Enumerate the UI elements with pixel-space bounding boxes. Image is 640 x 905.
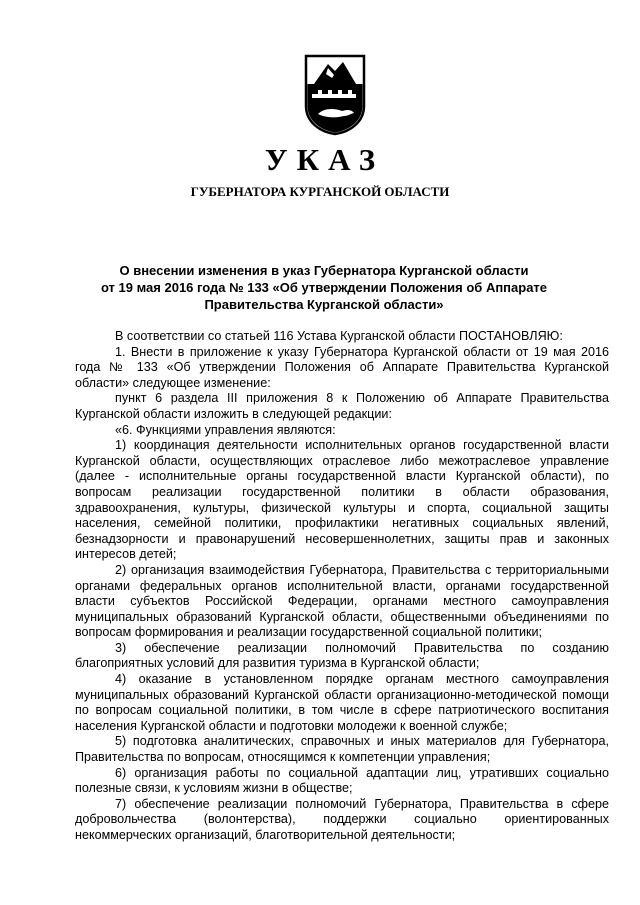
body-paragraph: 5) подготовка аналитических, справочных и иных материалов для Губернатора, Правительства по вопросам, относящимся к компетенции управления; xyxy=(75,734,609,765)
body-paragraph: пункт 6 раздела III приложения 8 к Положению об Аппарате Правительства Курганской области изложить в следующей редакции: xyxy=(75,391,609,421)
body-paragraph: 4) оказание в установленном порядке органам местного самоуправления муниципальных образований Курганской области организационно-методической помощи по вопросам социальной политики, в том числе в сфере патриотического воспитания населения Курганской области и подготовки молодежи к военной службе; xyxy=(75,672,609,733)
coat-of-arms-icon xyxy=(304,54,366,136)
body-paragraph: 1) координация деятельности исполнительных органов государственной власти Курганской области, осуществляющих отраслевое либо межотраслевое управление (далее - исполнительные органы государственной власти Курганской области), по вопросам реализации государственной политики в области образования, здравоохранения, культуры, физической культуры и спорта, социальной защиты населения, семейной политики, профилактики негативных социальных явлений, безнадзорности и правонарушений несовершеннолетних, защиты прав и законных интересов детей; xyxy=(75,438,609,562)
body-paragraph: 2) организация взаимодействия Губернатора, Правительства с территориальными органами федеральных органов исполнительной власти, органами государственной власти субъектов Российской Федерации, органами местного самоуправления муниципальных образований Курганской области, общественными объединениями по вопросам формирования и реализации государственной социальной политики; xyxy=(75,562,609,640)
body-paragraph: 6) организация работы по социальной адаптации лиц, утративших социально полезные связи, к условиям жизни в обществе; xyxy=(75,765,609,796)
body-paragraph: 7) обеспечение реализации полномочий Губернатора, Правительства в сфере добровольчества (волонтерства), поддержки социально ориентированных некоммерческих организаций, благотворительной деятельности; xyxy=(75,796,609,842)
body-paragraph: В соответствии со статьей 116 Устава Курганской области ПОСТАНОВЛЯЮ: xyxy=(115,329,563,343)
decree-heading xyxy=(88,262,560,313)
heading-line: Правительства Курганской области» xyxy=(204,297,444,312)
heading-line: О внесении изменения в указ Губернатора Курганской области xyxy=(119,263,529,278)
document-title: УКАЗ xyxy=(264,142,385,177)
heading-line: от 19 мая 2016 года № 133 «Об утверждении Положения об Аппарате xyxy=(100,280,548,295)
body-paragraph: 3) обеспечение реализации полномочий Правительства по созданию благоприятных условий для развития туризма в Курганской области; xyxy=(75,640,609,671)
document-subtitle: ГУБЕРНАТОРА КУРГАНСКОЙ ОБЛАСТИ xyxy=(190,184,450,199)
body-paragraph: 1. Внести в приложение к указу Губернатора Курганской области от 19 мая 2016 года № 133 «Об утверждении Положения об Аппарате Правительства Курганской области» следующее изменение: xyxy=(75,344,609,390)
decree-body xyxy=(75,329,609,844)
body-paragraph: «6. Функциями управления являются: xyxy=(115,422,336,437)
